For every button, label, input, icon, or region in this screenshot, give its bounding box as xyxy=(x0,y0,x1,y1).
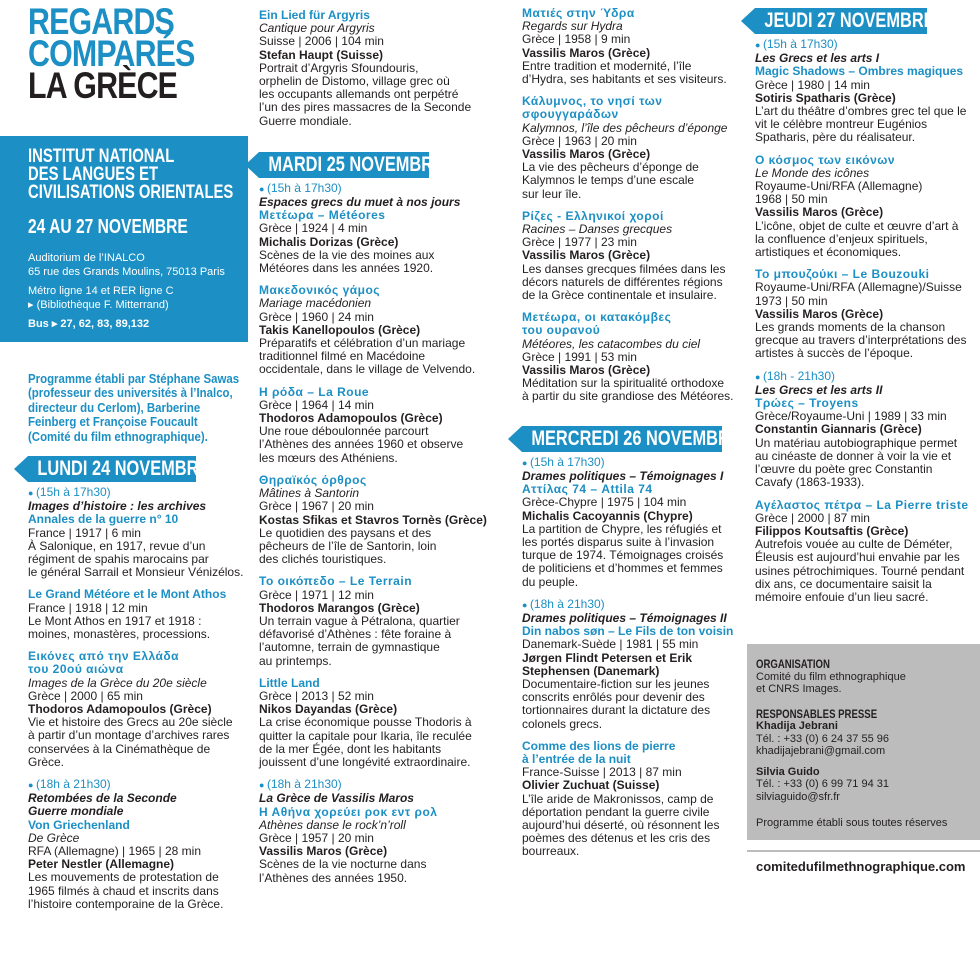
director: Peter Nestler (Allemagne) xyxy=(28,857,175,872)
film-info: L’île aride de Makronissos, camp de xyxy=(522,791,714,806)
session-title: Les Grecs et les arts II xyxy=(755,382,883,397)
director: Thodoros Marangos (Grèce) xyxy=(259,600,420,615)
film-info: Le Mont Athos en 1917 et 1918 : xyxy=(28,613,202,628)
second-column xyxy=(252,0,496,885)
film-title: Comme des lions de pierre xyxy=(522,738,676,753)
title-line-3: LA GRÈCE xyxy=(28,65,178,106)
film-info: La vie des pêcheurs d’éponge de xyxy=(522,160,699,175)
film-info: France | 1918 | 12 min xyxy=(28,600,148,615)
day-label: JEUDI 27 NOVEMBRE xyxy=(764,9,935,32)
director: Stephensen (Danemark) xyxy=(522,663,660,678)
press-contact-1-phone: Tél. : +33 (0) 6 24 37 55 96 xyxy=(756,732,890,745)
monday-continued xyxy=(259,0,496,128)
film-info: Un terrain vague à Pétralona, quartier xyxy=(259,613,460,628)
film-info: sur leur île. xyxy=(522,186,582,201)
day-header-monday xyxy=(28,456,210,482)
film-title-greek: Θηραϊκός όρθρος xyxy=(259,472,367,487)
film-title-greek: Κάλυμνος, το νησί των xyxy=(522,94,663,109)
film-info: Un matériau autobiographique permet xyxy=(755,435,958,450)
film-info: Une roue déboulonnée parcourt xyxy=(259,424,429,439)
time-slot: ● (18h à 21h30) xyxy=(259,778,496,792)
film-info: jouissent d’une longévité extraordinaire. xyxy=(259,754,471,769)
film-info: Grèce | 1971 | 12 min xyxy=(259,587,374,602)
press-contact-2-email[interactable]: silviaguido@sfr.fr xyxy=(756,790,840,803)
film-info: les mœurs des Athéniens. xyxy=(259,450,398,465)
film-info: Suisse | 2006 | 104 min xyxy=(259,34,384,49)
press-contact-2-name: Silvia Guido xyxy=(756,765,820,778)
masthead xyxy=(0,0,248,124)
director: Jørgen Flindt Petersen et Erik xyxy=(522,650,693,665)
film-info: l’histoire contemporaine de la Grèce. xyxy=(28,896,224,911)
film-info: de la Grèce continentale et insulaire. xyxy=(522,288,717,303)
director: Thodoros Adamopoulos (Grèce) xyxy=(259,411,443,426)
film-title-greek: του 20ού αιώνα xyxy=(28,662,124,677)
film-title-french: Racines – Danses grecques xyxy=(522,222,673,237)
film-info: au printemps. xyxy=(259,653,332,668)
film-info: occidentale, dans le village de Velvendo. xyxy=(259,362,476,377)
film-info: pêcheurs de l’île de Santorin, loin xyxy=(259,538,437,553)
film-info: tortionnaires durant la dictature des xyxy=(522,703,711,718)
film-info: décors naturels de différentes régions xyxy=(522,274,723,289)
film-info: Kalymnos le temps d’une escale xyxy=(522,173,695,188)
film-info: Préparatifs et célébration d’un mariage xyxy=(259,336,466,351)
organisation-heading: ORGANISATION xyxy=(756,657,830,672)
film-info: Grèce | 1960 | 24 min xyxy=(259,309,374,324)
director: Vassilis Maros (Grèce) xyxy=(522,147,651,162)
film-info: vit le célèbre montreur Eugénios xyxy=(755,117,928,132)
left-column xyxy=(0,0,248,911)
session-title: Guerre mondiale xyxy=(28,804,124,819)
session-title: Images d’histoire : les archives xyxy=(28,499,207,514)
event-dates: 24 AU 27 NOVEMBRE xyxy=(28,216,188,238)
director: Takis Kanellopoulos (Grèce) xyxy=(259,322,421,337)
day-header-tuesday xyxy=(259,152,445,178)
film-title-greek: Το οικόπεδο – Le Terrain xyxy=(259,574,413,589)
title-line-2: COMPARÉS xyxy=(28,33,195,74)
film-info: RFA (Allemagne) | 1965 | 28 min xyxy=(28,844,201,859)
film-info: les occupants allemands ont perpétré xyxy=(259,87,459,102)
film-title-greek: Η ρόδα – La Roue xyxy=(259,384,370,399)
film-info: au cinéaste de donner à voir la vie et xyxy=(755,448,952,463)
film-info: Grèce | 2013 | 52 min xyxy=(259,688,374,703)
film-info: d’Hydra, ses habitants et ses visiteurs. xyxy=(522,72,727,87)
film-info: Entre tradition et modernité, l’île xyxy=(522,58,692,73)
film-title-french: Kalymnos, l’île des pêcheurs d’éponge xyxy=(522,120,728,135)
film-title: Von Griechenland xyxy=(28,817,130,832)
film-info: aujourd’hui déserté, où résonnent les xyxy=(522,817,720,832)
film-info: l’œuvre du poète grec Constantin xyxy=(755,462,933,477)
film-info: défavorisé d’Athènes : fête foraine à xyxy=(259,627,452,642)
film-info: Royaume-Uni/RFA (Allemagne) xyxy=(755,179,923,194)
time-slot: ● (15h à 17h30) xyxy=(28,486,248,500)
time-slot: ● (18h - 21h30) xyxy=(755,370,980,384)
film-info: Les mouvements de protestation de xyxy=(28,870,219,885)
thursday-programme xyxy=(755,34,980,604)
venue-box xyxy=(0,136,248,342)
film-info: Spatharis, père du réalisateur. xyxy=(755,130,916,145)
film-info: Royaume-Uni/RFA (Allemagne)/Suisse xyxy=(755,280,962,295)
film-info: Scènes de la vie des moines aux xyxy=(259,247,435,262)
film-info: La crise économique pousse Thodoris à xyxy=(259,715,472,730)
film-title-greek: Μετέωρα – Météores xyxy=(259,208,386,223)
address-line-1: Auditorium de l’INALCO xyxy=(28,252,145,264)
film-title-french: Météores, les catacombes du ciel xyxy=(522,336,701,351)
film-title-french: Athènes danse le rock’n’roll xyxy=(259,817,406,832)
film-info: artistes à succès de l’époque. xyxy=(755,346,914,361)
film-info: turque de 1974. Témoignages croisés xyxy=(522,548,724,563)
film-info: 1968 | 50 min xyxy=(755,192,828,207)
metro-line-1: Métro ligne 14 et RER ligne C xyxy=(28,285,174,297)
wednesday-programme xyxy=(522,452,743,859)
director: Michalis Cacoyannis (Chypre) xyxy=(522,508,693,523)
director: Thodoros Adamopoulos (Grèce) xyxy=(28,702,212,717)
film-title-french: Mâtines à Santorin xyxy=(259,486,360,501)
film-info: Grèce | 2000 | 65 min xyxy=(28,688,143,703)
film-info: Grèce. xyxy=(28,754,65,769)
film-title-french: Le Monde des icônes xyxy=(755,165,870,180)
programme-credits xyxy=(0,372,248,445)
film-title-greek: Ματιές στην Ύδρα xyxy=(522,6,635,20)
film-info: Grèce-Chypre | 1975 | 104 min xyxy=(522,495,687,510)
institute-line-2: DES LANGUES ET xyxy=(28,164,159,185)
director: Vassilis Maros (Grèce) xyxy=(522,45,651,60)
film-info: France | 1917 | 6 min xyxy=(28,525,141,540)
director: Nikos Dayandas (Grèce) xyxy=(259,702,398,717)
film-info: Scènes de la vie nocturne dans xyxy=(259,857,427,872)
film-info: usines pétrochimiques. Tourné pendant xyxy=(755,563,965,578)
film-title-greek: Μετέωρα, οι κατακόμβες xyxy=(522,310,672,325)
film-info: de la mer Égée, dont les habitants xyxy=(259,741,442,756)
director: Vassilis Maros (Grèce) xyxy=(259,844,388,859)
institute-line-1: INSTITUT NATIONAL xyxy=(28,146,175,167)
film-info: moines, monastères, processions. xyxy=(28,627,211,642)
film-info: Le quotidien des paysans et des xyxy=(259,525,432,540)
credit-line: directeur du Cerlom), Barberine xyxy=(28,399,201,415)
press-contact-1-name: Khadija Jebrani xyxy=(756,720,838,733)
film-info: orphelin de Distomo, village grec où xyxy=(259,74,450,89)
film-title: Annales de la guerre n° 10 xyxy=(28,512,179,527)
film-info: artistiques et économiques. xyxy=(755,245,902,260)
film-info: Autrefois vouée au culte de Déméter, xyxy=(755,537,953,552)
film-info: Grèce | 1977 | 23 min xyxy=(522,235,637,250)
director: Kostas Sfikas et Stavros Tornès (Grèce) xyxy=(259,512,487,527)
session-title: Les Grecs et les arts I xyxy=(755,51,880,66)
film-title-greek: Ρίζες - Ελληνικοί χοροί xyxy=(522,208,664,223)
film-info: France-Suisse | 2013 | 87 min xyxy=(522,765,682,780)
film-info: Grèce | 1957 | 20 min xyxy=(259,830,374,845)
film-info: l’Athènes des années 1950. xyxy=(259,870,408,885)
film-info: Grèce | 1991 | 53 min xyxy=(522,349,637,364)
director: Vassilis Maros (Grèce) xyxy=(755,306,884,321)
film-title-greek: Το μπουζούκι – Le Bouzouki xyxy=(755,267,930,282)
credit-line: Programme établi par Stéphane Sawas xyxy=(28,370,240,386)
film-info: de politiciens et d’hommes et femmes xyxy=(522,561,723,576)
director: Vassilis Maros (Grèce) xyxy=(755,205,884,220)
time-slot: ● (18h à 21h30) xyxy=(522,598,743,612)
film-title-greek: Η Αθήνα χορεύει ροκ εντ ρολ xyxy=(259,804,438,819)
tuesday-continued xyxy=(522,0,743,404)
film-info: Méditation sur la spiritualité orthodoxe xyxy=(522,376,725,391)
film-info: du peuple. xyxy=(522,574,579,589)
film-title: Magic Shadows – Ombres magiques xyxy=(755,64,964,79)
press-contact-1-email[interactable]: khadijajebrani@gmail.com xyxy=(756,745,886,758)
film-title-greek: του ουρανού xyxy=(522,323,601,338)
press-contact-2-phone: Tél. : +33 (0) 6 99 71 94 31 xyxy=(756,778,890,791)
credit-line: Feinberg et Françoise Foucault xyxy=(28,414,198,429)
film-info: L’art du théâtre d’ombres grec tel que le xyxy=(755,104,967,119)
film-info: grecque au travers d’interprétations des xyxy=(755,333,967,348)
film-title-greek: Αττίλας 74 – Attila 74 xyxy=(522,482,653,497)
film-info: À Salonique, en 1917, revue d’un xyxy=(28,538,206,553)
film-info: 1965 filmés à chaud et inscrits dans xyxy=(28,883,219,898)
film-title-french: Images de la Grèce du 20e siècle xyxy=(28,675,207,690)
metro-line-2: ▸ (Bibliothèque F. Mitterrand) xyxy=(28,298,169,311)
film-info: dix ans, ce documentaire saisit la xyxy=(755,576,932,591)
film-info: 1973 | 50 min xyxy=(755,293,828,308)
film-info: Grèce | 1958 | 9 min xyxy=(522,32,631,47)
fourth-column xyxy=(747,0,980,881)
film-info: l’automne, terrain de gymnastique xyxy=(259,640,440,655)
film-info: régiment de spahis marocains par xyxy=(28,552,209,567)
film-info: Grèce | 1964 | 14 min xyxy=(259,397,374,412)
film-info: Guerre mondiale. xyxy=(259,113,352,128)
title-line-1: REGARDS xyxy=(28,1,174,42)
press-heading: RESPONSABLES PRESSE xyxy=(756,706,878,721)
film-info: le général Sarrail et Monsieur Vénizélos. xyxy=(28,565,244,580)
film-info: La partition de Chypre, les réfugiés et xyxy=(522,521,722,536)
film-title-greek: Τρώες – Troyens xyxy=(755,396,859,411)
film-info: Vie et histoire des Grecs au 20e siècle xyxy=(28,715,233,730)
time-slot: ● (15h à 17h30) xyxy=(522,456,743,470)
film-title-french: Cantique pour Argyris xyxy=(259,21,375,36)
session-title: Espaces grecs du muet à nos jours xyxy=(259,195,461,210)
bus-line: Bus ▸ 27, 62, 83, 89,132 xyxy=(28,318,150,330)
day-label: MERCREDI 26 NOVEMBRE xyxy=(531,426,741,450)
session-title: Drames politiques – Témoignages I xyxy=(522,468,724,483)
director: Constantin Giannaris (Grèce) xyxy=(755,422,922,437)
organisation-box xyxy=(747,644,980,840)
film-info: Grèce | 1924 | 4 min xyxy=(259,221,368,236)
film-info: Météores dans les années 1920. xyxy=(259,261,434,276)
film-info: l’un des pires massacres de la Seconde xyxy=(259,100,472,115)
day-label: MARDI 25 NOVEMBRE xyxy=(268,152,445,176)
film-title: Little Land xyxy=(259,675,320,690)
film-info: la confluence d’enjeux spirituels, xyxy=(755,231,928,246)
film-info: Grèce | 1980 | 14 min xyxy=(755,77,870,92)
film-info: conscrits enrôlés pour devenir des xyxy=(522,690,705,705)
film-info: Documentaire-fiction sur les jeunes xyxy=(522,676,710,691)
film-info: Les grands moments de la chanson xyxy=(755,320,946,335)
film-info: à partir d’un montage d’archives rares xyxy=(28,728,230,743)
day-header-wednesday xyxy=(522,426,741,452)
organisation-line-2: et CNRS Images. xyxy=(756,683,842,696)
film-info: bourreaux. xyxy=(522,844,580,859)
film-title-greek: Μακεδονικός γάμος xyxy=(259,283,381,298)
film-info: déportation pendant la guerre civile xyxy=(522,804,710,819)
film-info: conservées à la Cinémathèque de xyxy=(28,741,211,756)
film-info: poèmes des détenus et les cris des xyxy=(522,831,711,846)
address-line-2: 65 rue des Grands Moulins, 75013 Paris xyxy=(28,265,225,278)
film-info: quitter la capitale pour Ikaria, île reculée xyxy=(259,728,472,743)
film-info: Portrait d’Argyris Sfoundouris, xyxy=(259,60,419,75)
venue-address xyxy=(28,252,238,332)
film-title: Din nabos søn – Le Fils de ton voisin xyxy=(522,624,734,639)
film-info: à partir du site grandiose des Météores. xyxy=(522,389,734,404)
film-info: mémoire enfouie d’un lieu sacré. xyxy=(755,589,929,604)
director: Filippos Koutsaftis (Grèce) xyxy=(755,523,909,538)
film-title: Ein Lied für Argyris xyxy=(259,8,370,22)
film-title: Le Grand Météore et le Mont Athos xyxy=(28,587,227,602)
film-info: Danemark-Suède | 1981 | 55 min xyxy=(522,637,699,652)
film-info: Éleusis est aujourd’hui envahie par les xyxy=(755,550,960,565)
time-slot: ● (18h à 21h30) xyxy=(28,778,248,792)
director: Michalis Dorizas (Grèce) xyxy=(259,234,399,249)
credit-line: (Comité du film ethnographique). xyxy=(28,428,208,444)
film-info: des clichés touristiques. xyxy=(259,552,387,567)
film-title-greek: Εικόνες από την Ελλάδα xyxy=(28,649,180,664)
session-title: La Grèce de Vassilis Maros xyxy=(259,791,414,806)
credit-line: (professeur des universités à l’Inalco, xyxy=(28,385,233,400)
day-header-thursday xyxy=(755,8,935,34)
organisation-line-1: Comité du film ethnographique xyxy=(756,670,906,683)
time-slot: ● (15h à 17h30) xyxy=(259,182,496,196)
film-info: Grèce/Royaume-Uni | 1989 | 33 min xyxy=(755,409,947,424)
day-label: LUNDI 24 NOVEMBRE xyxy=(37,457,210,480)
director: Vassilis Maros (Grèce) xyxy=(522,248,651,263)
film-title-greek: Αγέλαστος πέτρα – La Pierre triste xyxy=(755,497,969,512)
session-title: Retombées de la Seconde xyxy=(28,791,177,806)
director: Olivier Zuchuat (Suisse) xyxy=(522,778,660,793)
film-info: colonels grecs. xyxy=(522,716,603,731)
film-info: Cavafy (1863-1933). xyxy=(755,475,865,490)
tuesday-programme xyxy=(259,178,496,885)
film-info: les portés disparus suite à l’invasion xyxy=(522,534,715,549)
institute-line-3: CIVILISATIONS ORIENTALES xyxy=(28,182,234,203)
director: Sotiris Spatharis (Grèce) xyxy=(755,90,896,105)
film-info: l’Athènes des années 1960 et observe xyxy=(259,437,464,452)
reservation-note: Programme établi sous toutes réserves xyxy=(756,817,948,830)
film-title-french: Mariage macédonien xyxy=(259,296,372,311)
film-info: Les danses grecques filmées dans les xyxy=(522,261,726,276)
third-column xyxy=(507,0,743,859)
film-info: L’icône, objet de culte et œuvre d’art à xyxy=(755,218,959,233)
film-info: Grèce | 2000 | 87 min xyxy=(755,510,870,525)
time-slot: ● (15h à 17h30) xyxy=(755,38,980,52)
session-title: Drames politiques – Témoignages II xyxy=(522,610,727,625)
film-title: à l’entrée de la nuit xyxy=(522,751,631,766)
film-info: Grèce | 1967 | 20 min xyxy=(259,499,374,514)
film-info: traditionnel filmé en Macédoine xyxy=(259,349,426,364)
monday-programme xyxy=(0,482,248,911)
director: Stefan Haupt (Suisse) xyxy=(259,47,384,62)
website-link[interactable]: comitedufilmethnographique.com xyxy=(747,850,980,881)
film-title-greek: σφουγγαράδων xyxy=(522,107,619,122)
film-info: Grèce | 1963 | 20 min xyxy=(522,133,637,148)
film-title-greek: Ο κόσμος των εικόνων xyxy=(755,152,896,167)
film-title-french: De Grèce xyxy=(28,830,80,845)
film-title-french: Regards sur Hydra xyxy=(522,19,623,34)
director: Vassilis Maros (Grèce) xyxy=(522,363,651,378)
